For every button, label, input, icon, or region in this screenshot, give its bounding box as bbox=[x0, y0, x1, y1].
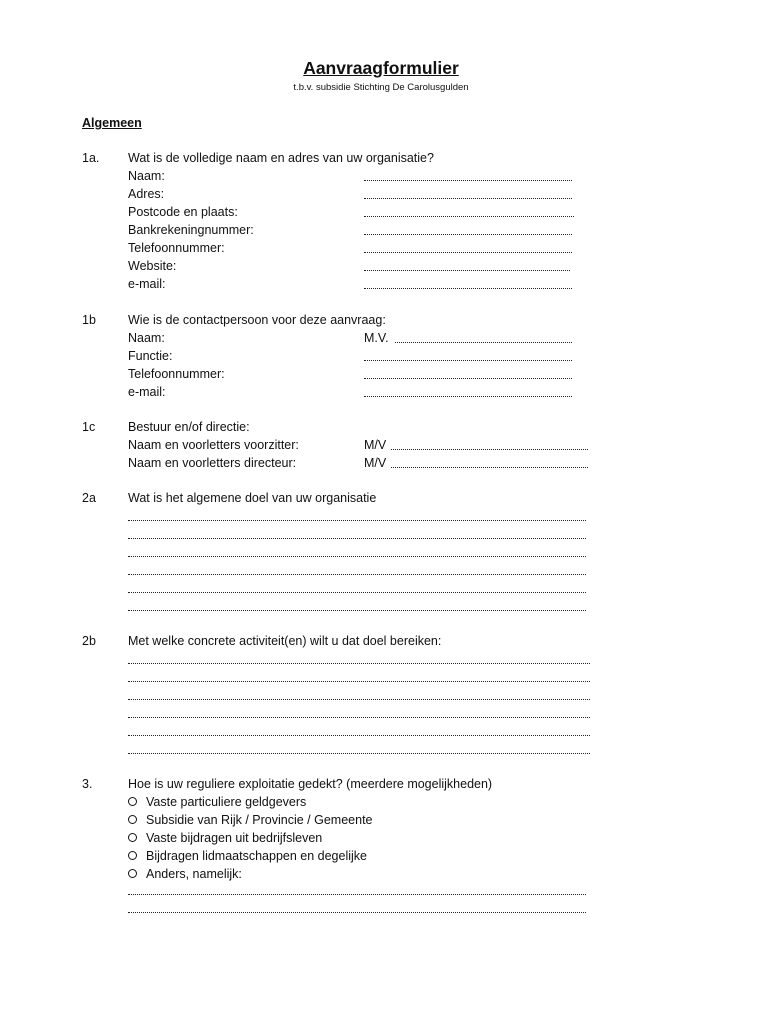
answer-line[interactable] bbox=[128, 735, 590, 736]
answer-line[interactable] bbox=[128, 574, 586, 575]
answer-line[interactable] bbox=[128, 753, 590, 754]
answer-line[interactable] bbox=[128, 592, 586, 593]
answer-line[interactable] bbox=[364, 198, 572, 199]
question-number: 2b bbox=[82, 634, 96, 648]
answer-line[interactable] bbox=[128, 699, 590, 700]
field-label: e-mail: bbox=[128, 277, 166, 291]
option-label: Vaste particuliere geldgevers bbox=[146, 795, 307, 809]
field-label: Naam en voorletters voorzitter: bbox=[128, 438, 299, 452]
question-number: 1c bbox=[82, 420, 96, 434]
circle-bullet-icon[interactable] bbox=[128, 815, 137, 824]
option-item[interactable] bbox=[128, 830, 322, 846]
field-label: Naam: bbox=[128, 169, 165, 183]
field-label: Postcode en plaats: bbox=[128, 205, 238, 219]
question-text: Hoe is uw reguliere exploitatie gedekt? (meerdere mogelijkheden) bbox=[128, 777, 493, 791]
answer-line[interactable] bbox=[391, 467, 588, 468]
answer-line[interactable] bbox=[128, 520, 586, 521]
option-item[interactable] bbox=[128, 866, 242, 882]
circle-bullet-icon[interactable] bbox=[128, 797, 137, 806]
question-text: Wat is het algemene doel van uw organisatie bbox=[128, 491, 377, 505]
gender-label: M/V bbox=[364, 456, 387, 470]
answer-line[interactable] bbox=[364, 396, 572, 397]
answer-line[interactable] bbox=[364, 216, 574, 217]
question-number: 1a. bbox=[82, 151, 100, 165]
circle-bullet-icon[interactable] bbox=[128, 869, 137, 878]
option-item[interactable] bbox=[128, 848, 367, 864]
question-text: Wie is de contactpersoon voor deze aanvraag: bbox=[128, 313, 386, 327]
answer-line[interactable] bbox=[128, 663, 590, 664]
answer-line[interactable] bbox=[128, 556, 586, 557]
option-label: Bijdragen lidmaatschappen en degelijke bbox=[146, 849, 367, 863]
answer-line[interactable] bbox=[364, 378, 572, 379]
answer-line[interactable] bbox=[364, 360, 572, 361]
circle-bullet-icon[interactable] bbox=[128, 851, 137, 860]
field-label: Naam: bbox=[128, 331, 165, 345]
form-subtitle: t.b.v. subsidie Stichting De Carolusgulden bbox=[293, 82, 469, 93]
answer-line[interactable] bbox=[128, 894, 586, 895]
answer-line[interactable] bbox=[128, 610, 586, 611]
question-text: Wat is de volledige naam en adres van uw organisatie? bbox=[128, 151, 434, 165]
option-label: Vaste bijdragen uit bedrijfsleven bbox=[146, 831, 323, 845]
answer-line[interactable] bbox=[128, 717, 590, 718]
field-label: Naam en voorletters directeur: bbox=[128, 456, 297, 470]
option-item[interactable] bbox=[128, 812, 373, 828]
option-item[interactable] bbox=[128, 794, 306, 810]
question-number: 3. bbox=[82, 777, 93, 791]
question-text: Met welke concrete activiteit(en) wilt u dat doel bereiken: bbox=[128, 634, 442, 648]
option-label: Anders, namelijk: bbox=[146, 867, 242, 881]
field-label: Telefoonnummer: bbox=[128, 367, 225, 381]
field-label: Adres: bbox=[128, 187, 165, 201]
field-label: Bankrekeningnummer: bbox=[128, 223, 254, 237]
section-heading: Algemeen bbox=[82, 116, 142, 130]
field-label: Website: bbox=[128, 259, 177, 273]
question-number: 2a bbox=[82, 491, 96, 505]
question-text: Bestuur en/of directie: bbox=[128, 420, 250, 434]
option-label: Subsidie van Rijk / Provincie / Gemeente bbox=[146, 813, 373, 827]
answer-line[interactable] bbox=[364, 252, 572, 253]
field-label: Telefoonnummer: bbox=[128, 241, 225, 255]
gender-label: M/V bbox=[364, 438, 387, 452]
answer-line[interactable] bbox=[364, 270, 570, 271]
question-number: 1b bbox=[82, 313, 96, 327]
gender-label: M.V. bbox=[364, 331, 389, 345]
answer-line[interactable] bbox=[364, 180, 572, 181]
answer-line[interactable] bbox=[364, 234, 572, 235]
answer-line[interactable] bbox=[391, 449, 588, 450]
answer-line[interactable] bbox=[128, 912, 586, 913]
field-label: e-mail: bbox=[128, 385, 166, 399]
field-label: Functie: bbox=[128, 349, 173, 363]
answer-line[interactable] bbox=[128, 538, 586, 539]
answer-line[interactable] bbox=[395, 342, 572, 343]
circle-bullet-icon[interactable] bbox=[128, 833, 137, 842]
answer-line[interactable] bbox=[364, 288, 572, 289]
answer-line[interactable] bbox=[128, 681, 590, 682]
form-title: Aanvraagformulier bbox=[303, 58, 459, 78]
